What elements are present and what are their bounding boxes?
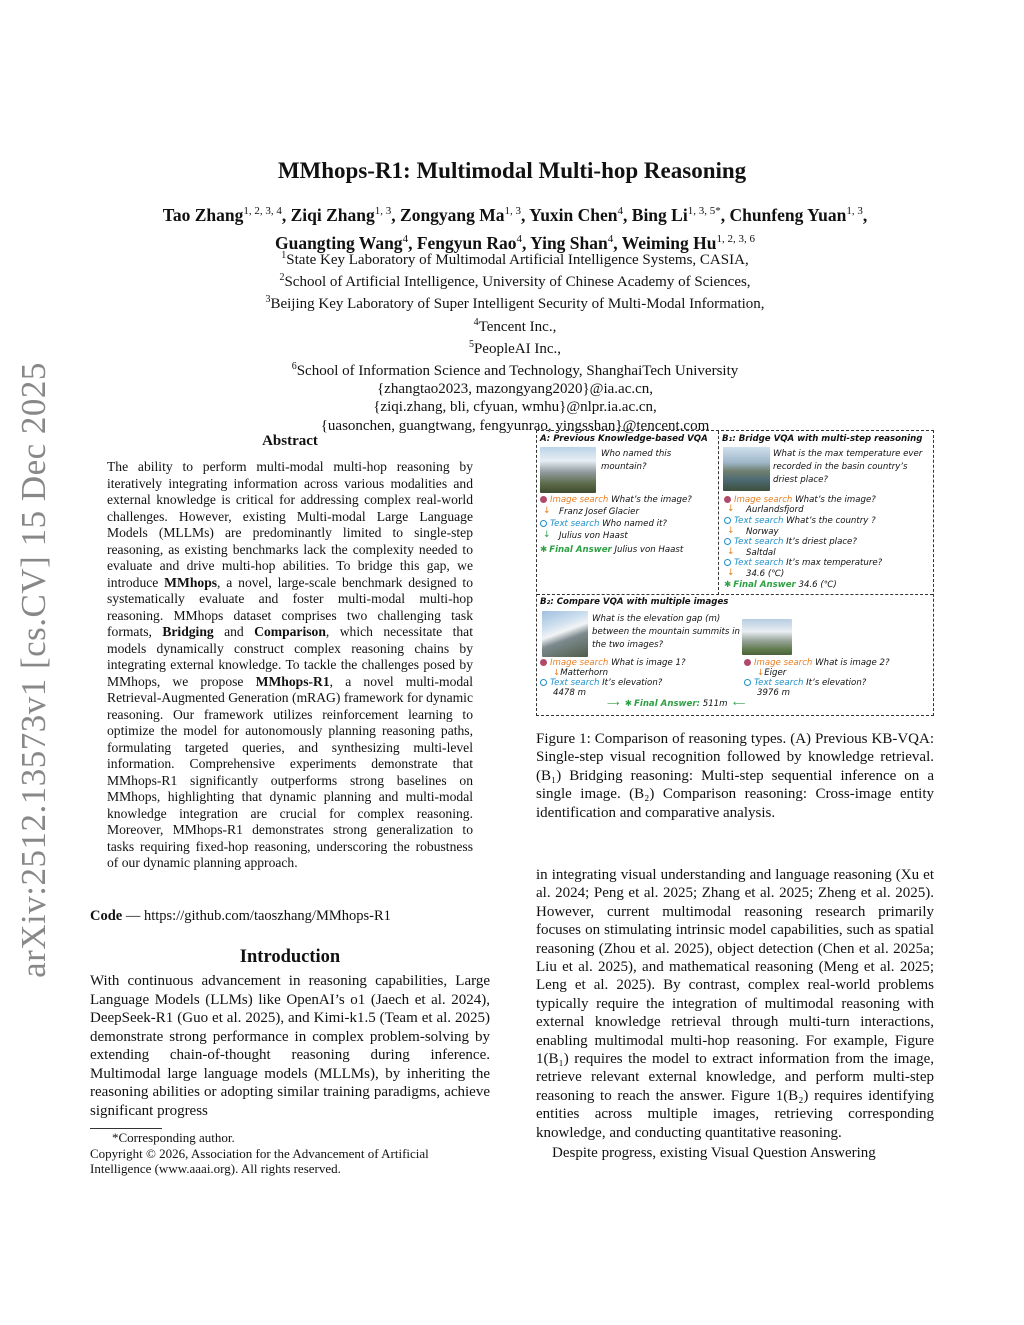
paper-title: MMhops-R1: Multimodal Multi-hop Reasoning <box>277 158 747 183</box>
panel-b1-question: What is the max temperature ever recorded in the basin country’s driest place? <box>773 449 923 485</box>
author-name: Zongyang Ma <box>400 204 505 225</box>
author-name: Weiming Hu <box>621 232 717 253</box>
code-line: Code — https://github.com/taoszhang/MMhops-R1 <box>90 908 391 924</box>
panel-a-question: Who named this mountain? <box>601 449 672 472</box>
text-search-icon <box>540 520 547 527</box>
author-name: Chunfeng Yuan <box>729 204 847 225</box>
panel-b1-title: B₁: Bridge VQA with multi-step reasoning <box>722 434 923 444</box>
introduction-body: With continuous advancement in reasoning capabilities, Large Language Models (LLMs) like OpenAI’s o1 (Jaech et al. 2024), DeepSeek-R1 (Guo et al. 2025), and Kimi-k1.5 (Team et al. 2025) demonstrate strong performance in complex problem-solving by extending chain-of-thought reasoning during inference. Multimodal large language models (MLLMs), by inheriting the reasoning abilities or adopting similar training paradigms, achieve significant progress <box>90 973 490 1119</box>
panel-b1-step-4: Text search It’s max temperature? <box>724 558 882 569</box>
down-arrow-icon: ↓ <box>757 668 765 678</box>
right-column-body <box>536 866 934 1163</box>
figure-1 <box>536 430 934 716</box>
text-search-icon <box>724 559 731 566</box>
affiliation-line: $^5$PeopleAI Inc., <box>468 338 562 357</box>
down-arrow-icon: ↓ <box>553 668 561 678</box>
fjord-photo <box>723 447 770 491</box>
panel-a-step-2: Text search Who named it? <box>540 519 667 530</box>
affiliations <box>100 247 930 435</box>
panel-a-final: ✱ Final Answer Julius von Haast <box>540 545 684 555</box>
author-name: Ziqi Zhang <box>290 204 375 225</box>
image-search-icon <box>744 659 751 666</box>
code-link[interactable]: https://github.com/taoszhang/MMhops-R1 <box>143 908 391 924</box>
down-arrow-icon: ↓ <box>727 568 735 578</box>
right-arrow-icon: ⟶ <box>607 699 620 709</box>
text-search-icon <box>724 538 731 545</box>
abstract-heading: Abstract <box>262 433 318 449</box>
email-line: {uasonchen, guangtwang, fengyunrao, yingsshan}@tencent.com <box>320 417 710 434</box>
text-search-icon <box>744 679 751 686</box>
email-line: {zhangtao2023, mazongyang2020}@ia.ac.cn, <box>376 381 654 398</box>
panel-a-result-2: Julius von Haast <box>559 531 628 541</box>
affiliation-line: $^1$State Key Laboratory of Multimodal Artificial Intelligence Systems, CASIA, <box>281 250 749 268</box>
author-name: Bing Li <box>631 204 688 225</box>
panel-a-title: A: Previous Knowledge-based VQA <box>540 434 708 444</box>
panel-b2-final: ⟶ ✱ Final Answer: 511m ⟵ <box>607 699 746 709</box>
copyright-note: Copyright © 2026, Association for the Advancement of Artificial Intelligence (www.aaai.org). All rights reserved. <box>90 1145 429 1176</box>
image-search-icon <box>540 659 547 666</box>
introduction-heading: Introduction <box>239 947 341 967</box>
affiliation-line: $^4$Tencent Inc., <box>473 316 557 335</box>
answer-icon: ✱ <box>724 580 732 590</box>
glacier-photo <box>540 447 596 493</box>
paragraph: in integrating visual understanding and language reasoning (Xu et al. 2024; Peng et al. 2025; Zhang et al. 2025; Zheng et al. 2025). However, current multimodal reasoning research primarily focuses on stimulating intrinsic model capabilities, such as spatial reasoning (Zhou et al. 2025), object detection (Chen et al. 2025a; Liu et al. 2025), and mathematical reasoning (Meng et al. 2025; Leng et al. 2025). By contrast, complex real-world problems typically require the integration of multimodal reasoning with external knowledge retrieval through multi-turn interactions, enabling multimodal multi-hop reasoning. For example, Figure 1(B₁) requires the model to extract information from the image, retrieve relevant external knowledge, and perform multi-step reasoning to reach the answer. Figure 1(B₂) requires identifying entities across multiple images, retrieving corresponding knowledge, and conducting quantitative reasoning. <box>536 867 934 1141</box>
figure-1-caption: Figure 1: Comparison of reasoning types. (A) Previous KB-VQA: Single-step visual recognition followed by knowledge retrieval. (B₁) Bridging reasoning: Multi-step sequential inference on a single image. (B₂) Comparison reasoning: Cross-image entity identification and comparative analysis. <box>536 731 934 821</box>
email-line: {ziqi.zhang, bli, cfyuan, wmhu}@nlpr.ia.ac.cn, <box>373 399 657 416</box>
answer-icon: ✱ <box>624 699 632 709</box>
abstract-body: The ability to perform multi-modal multi-hop reasoning by iteratively integrating information across various modalities and external knowledge is critical for addressing complex real-world challenges. However, existing Multi-modal Large Language Models (MLLMs) are predominantly limited to single-step reasoning, as existing benchmarks lack the complexity needed to evaluate and drive multi-hop abilities. To bridge this gap, we introduce MMhops, a novel, large-scale benchmark designed to systematically evaluate and foster multi-modal multi-hop reasoning. MMhops dataset comprises two challenging task formats, Bridging and Comparison, which necessitate that models dynamically construct complex reasoning chains by integrating external knowledge. To tackle the challenges posed by MMhops, we propose MMhops-R1, a novel multi-modal Retrieval-Augmented Generation (mRAG) framework for dynamic reasoning. Our framework utilizes reinforcement learning to optimize the model for autonomously planning reasoning paths, formulating targeted queries, and synthesizing multi-level information. Comprehensive experiments demonstrate that MMhops-R1 significantly outperforms strong baselines on MMhops, highlighting that dynamic planning and multi-modal knowledge integration are crucial for complex reasoning. Moreover, MMhops-R1 demonstrates strong generalization to tasks requiring fixed-hop reasoning, underscoring the robustness of our dynamic planning approach. <box>107 459 473 870</box>
author-name: Guangting Wang <box>274 232 403 253</box>
panel-b1-result-1: Aurlandsfjord <box>746 505 804 515</box>
panel-b2-step-3: Image search What is image 2? <box>744 658 890 669</box>
author-name: Yuxin Chen <box>529 204 618 225</box>
author-name: Ying Shan <box>530 232 608 253</box>
arxiv-sidebar-stamp: arXiv:2512.13573v1 [cs.CV] 15 Dec 2025 <box>14 362 53 978</box>
image-search-icon <box>540 496 547 503</box>
panel-b2-step-4: Text search It’s elevation? <box>744 678 866 689</box>
down-arrow-icon: ↓ <box>727 547 735 557</box>
text-search-icon <box>724 517 731 524</box>
panel-a-result-1: Franz Josef Glacier <box>559 507 639 517</box>
panel-b1-step-3: Text search It’s driest place? <box>724 537 857 548</box>
panel-b1-result-4: 34.6 (℃) <box>746 569 785 579</box>
panel-b2-result-4: 3976 m <box>757 688 790 698</box>
figure-divider-vertical <box>718 431 719 595</box>
image-search-icon <box>724 496 731 503</box>
panel-b1-final: ✱ Final Answer 34.6 (℃) <box>724 580 837 590</box>
panel-b2-step-2: Text search It’s elevation? <box>540 678 662 689</box>
panel-b1-step-2: Text search What’s the country ? <box>724 516 876 527</box>
footnote-rule <box>90 1128 162 1129</box>
affiliation-line: $^3$Beijing Key Laboratory of Super Intelligent Security of Multi-Modal Information, <box>265 294 765 313</box>
text-search-icon <box>540 679 547 686</box>
down-arrow-icon: ↓ <box>543 530 551 540</box>
paragraph: Despite progress, existing Visual Question Answering <box>552 1145 876 1162</box>
panel-b2-result-1: ↓Matterhorn <box>553 668 609 678</box>
matterhorn-photo <box>542 611 588 657</box>
affiliation-line: $^6$School of Information Science and Technology, ShanghaiTech University <box>291 361 739 380</box>
author-name: Tao Zhang <box>162 204 244 225</box>
panel-b2-title: B₂: Compare VQA with multiple images <box>540 597 729 607</box>
down-arrow-icon: ↓ <box>727 504 735 514</box>
down-arrow-icon: ↓ <box>543 506 551 516</box>
affiliation-line: $^2$School of Artificial Intelligence, University of Chinese Academy of Sciences, <box>279 272 751 291</box>
eiger-photo <box>742 619 792 655</box>
author-name: Fengyun Rao <box>416 232 517 253</box>
down-arrow-icon: ↓ <box>727 526 735 536</box>
panel-b2-result-2: 4478 m <box>553 688 586 698</box>
panel-b1-result-3: Saltdal <box>746 548 776 558</box>
panel-a-step-1: Image search What’s the image? <box>540 495 692 506</box>
figure-divider-horizontal <box>537 594 933 595</box>
answer-icon: ✱ <box>540 545 548 555</box>
panel-b1-step-1: Image search What’s the image? <box>724 495 876 506</box>
footnote <box>90 1130 490 1177</box>
author-list: Tao Zhang$^{1, 2, 3, 4}$, Ziqi Zhang$^{1, 3}$, Zongyang Ma$^{1, 3}$, Yuxin Chen$^4$, Bing $Li^{1, 3, 5*}$, Chunfeng Yuan$^{1, 3}$, Guangting Wang$^4$, Fengyun Rao$^4$, Ying Shan$^4$, Weiming Hu$^{1, 2, 3, 6}$ <box>162 204 868 253</box>
panel-b2-question: What is the elevation gap (m) between the mountain summits in the two images? <box>592 614 740 650</box>
panel-b2-result-3: ↓Eiger <box>757 668 787 678</box>
panel-b1-result-2: Norway <box>746 527 779 537</box>
panel-b2-step-1: Image search What is image 1? <box>540 658 686 669</box>
left-arrow-icon: ⟵ <box>732 699 746 709</box>
corresponding-author-note: *Corresponding author. <box>112 1130 235 1145</box>
